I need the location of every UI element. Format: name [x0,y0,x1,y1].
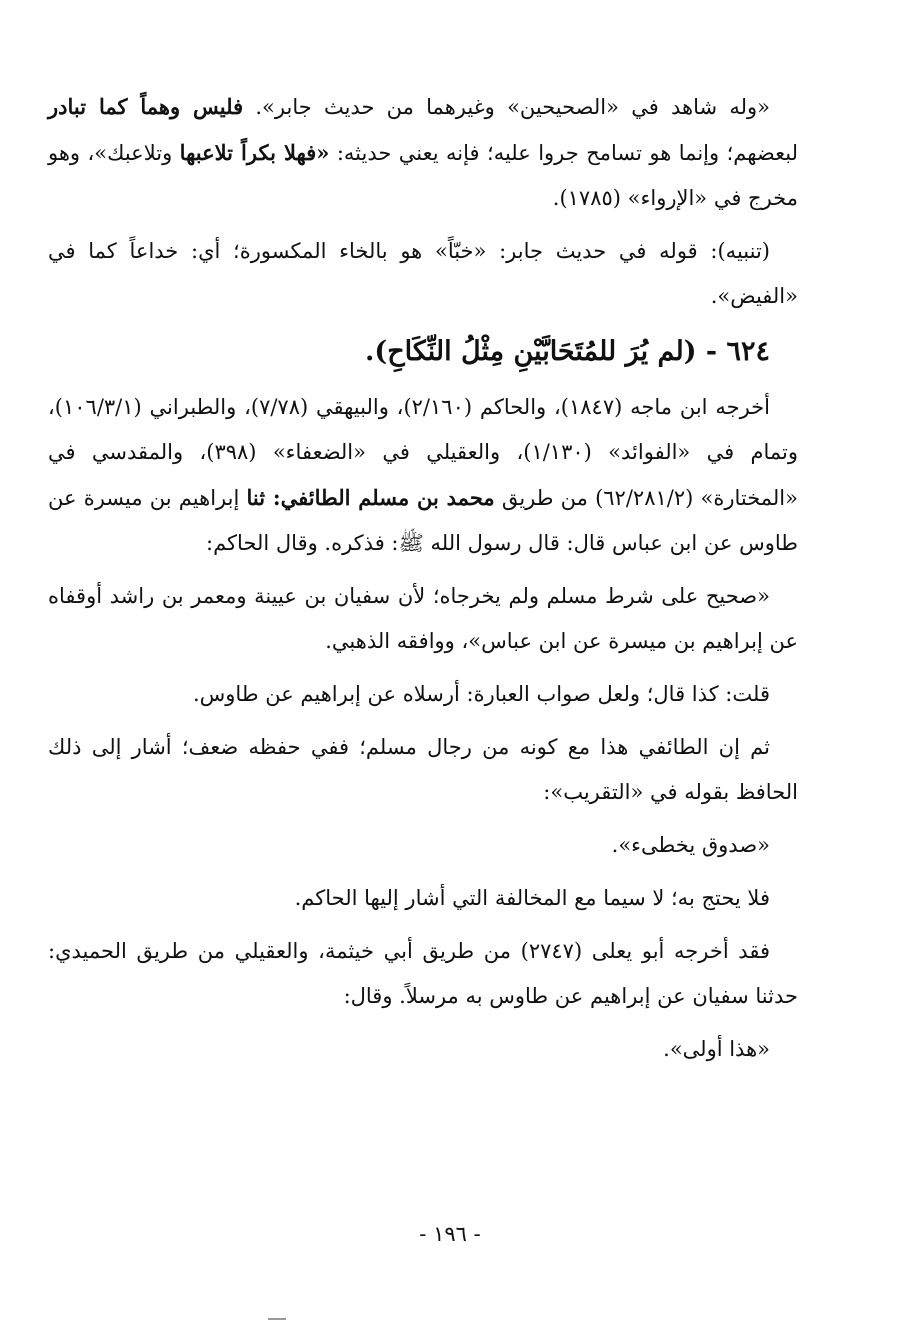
footer-mark [268,1318,286,1320]
paragraph-hakim-quote: «صحيح على شرط مسلم ولم يخرجاه؛ لأن سفيان بن عيينة ومعمر بن راشد أوقفاه عن إبراهيم بن ميسرة عن ابن عباس»، ووافقه الذهبي. [48,584,798,653]
hadith-heading: ٦٢٤ - (لم يُرَ للمُتَحَابَّيْنِ مِثْلُ النِّكَاحِ). [365,336,770,367]
bold-phrase: فليس وهماً كما تبادر [48,94,244,119]
bold-narrator: محمد بن مسلم الطائفي: ثنا [246,485,495,510]
paragraph-witness [48,84,798,221]
paragraph-text: إبراهيم بن ميسرة عن طاوس عن ابن عباس قال: قال رسول الله ﷺ: فذكره. وقال الحاكم: [48,486,798,555]
paragraph-taqrib-quote: «صدوق يخطىء». [611,833,770,857]
paragraph-note: (تنبيه): قوله في حديث جابر: «خبّاً» هو بالخاء المكسورة؛ أي: خداعاً كما في «الفيض». [48,239,798,308]
paragraph-taifi: ثم إن الطائفي هذا مع كونه من رجال مسلم؛ ففي حفظه ضعف؛ أشار إلى ذلك الحافظ بقوله في «التقريب»: [48,735,798,804]
bold-hadith-quote: «فهلا بكراً تلاعبها [179,140,330,165]
paragraph-text: وتلاعبك»، وهو مخرج في «الإرواء» (١٧٨٥). [48,141,798,210]
paragraph-conclusion: فلا يحتج به؛ لا سيما مع المخالفة التي أشار إليها الحاكم. [294,886,770,910]
paragraph-text: «وله شاهد في «الصحيحين» وغيرهما من حديث جابر». [243,95,770,119]
paragraph-takhrij [48,385,798,566]
paragraph-comment: قلت: كذا قال؛ ولعل صواب العبارة: أرسلاه عن إبراهيم عن طاوس. [192,682,770,706]
page-body [48,84,798,1080]
paragraph-abu-yala: فقد أخرجه أبو يعلى (٢٧٤٧) من طريق أبي خيثمة، والعقيلي من طريق الحميدي: حدثنا سفيان عن إبراهيم عن طاوس به مرسلاً. وقال: [48,939,798,1008]
paragraph-text: أخرجه ابن ماجه (١٨٤٧)، والحاكم (٢/١٦٠)، والبيهقي (٧/٧٨)، والطبراني (١٠٦/٣/١)، وتمام في «الفوائد» (١/١٣٠)، والعقيلي في «الضعفاء» (٣٩٨)، والمقدسي في «المختارة» (٦٢/٢٨١/٢) من طريق [48,395,799,510]
page-number: - ١٩٦ - [419,1222,481,1246]
paragraph-text: لبعضهم؛ وإنما هو تسامح جروا عليه؛ فإنه يعني حديثه: [329,141,798,165]
paragraph-final-quote: «هذا أولى». [663,1037,770,1061]
